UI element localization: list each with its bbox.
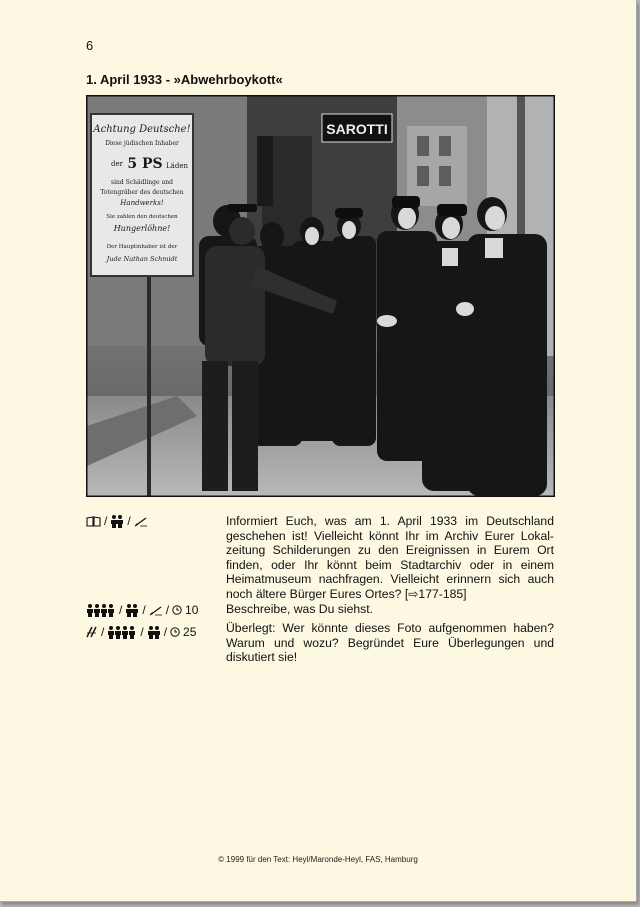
task-icons: / / / 10 — [86, 603, 198, 617]
copyright-footer: © 1999 für den Text: Heyl/Maronde-Heyl, FAS, Hamburg — [218, 855, 418, 864]
sign-line: sind Schädlinge und — [111, 179, 173, 186]
page-number: 6 — [86, 38, 94, 53]
discussion-icon — [86, 626, 98, 638]
sign-line: Handwerks! — [120, 199, 164, 207]
task-3 — [226, 621, 554, 665]
task-icons: / / / 25 — [86, 625, 196, 639]
sign-line: Totengräber des deutschen — [100, 189, 184, 196]
two-persons-icon — [125, 604, 139, 617]
pen-icon — [149, 605, 163, 616]
task-icons: / / — [86, 514, 148, 528]
sign-line: 5 PS — [127, 156, 163, 172]
group-icon — [86, 604, 116, 617]
pen-icon — [134, 516, 148, 527]
time-minutes: 25 — [183, 625, 197, 639]
sign-line: Sie zahlen den deutschen — [106, 214, 178, 220]
task-text: Überlegt: Wer könnte dieses Foto aufgenommen haben? Warum und wozu? Begründet Eure Überlegungen und diskutiert sie! — [226, 621, 554, 664]
sign-line: Läden — [166, 162, 188, 170]
sign-line: Der Hauptinhaber ist der — [106, 244, 178, 250]
task-text: Informiert Euch, was am 1. April 1933 im Deutschland geschehen ist! Vielleicht könnt Ihr im Archiv Eurer Lokal-zeitung Schilderungen zu den Ereignissen in Eurem Ort finden, oder Ihr könnt beim Stadtarchiv oder in einem Heimatmuseum nachfragen. Vielleicht erinnern sich auch noch ältere Bürger Eures Ortes? [⇨177-185] — [226, 514, 554, 601]
sign-line: Jude Nathan Schmidt — [106, 255, 178, 263]
sign-line: der — [111, 160, 123, 168]
task-text: Beschreibe, was Du siehst. — [226, 602, 373, 616]
task-1 — [226, 514, 554, 601]
historical-photo — [86, 95, 555, 497]
sign-line: Diese jüdischen Inhaber — [105, 140, 179, 147]
group-icon — [107, 626, 137, 639]
task-2 — [226, 602, 554, 617]
sign-line: Hungerlöhne! — [113, 224, 171, 233]
shop-sign: SAROTTI — [326, 121, 388, 137]
sign-line: Achtung Deutsche! — [93, 124, 191, 135]
clock-icon — [170, 627, 180, 637]
page-title: 1. April 1933 - »Abwehrboykott« — [86, 72, 283, 87]
book-icon — [86, 516, 101, 527]
two-persons-icon — [110, 515, 124, 528]
two-persons-icon — [147, 626, 161, 639]
time-minutes: 10 — [185, 603, 199, 617]
clock-icon — [172, 605, 182, 615]
